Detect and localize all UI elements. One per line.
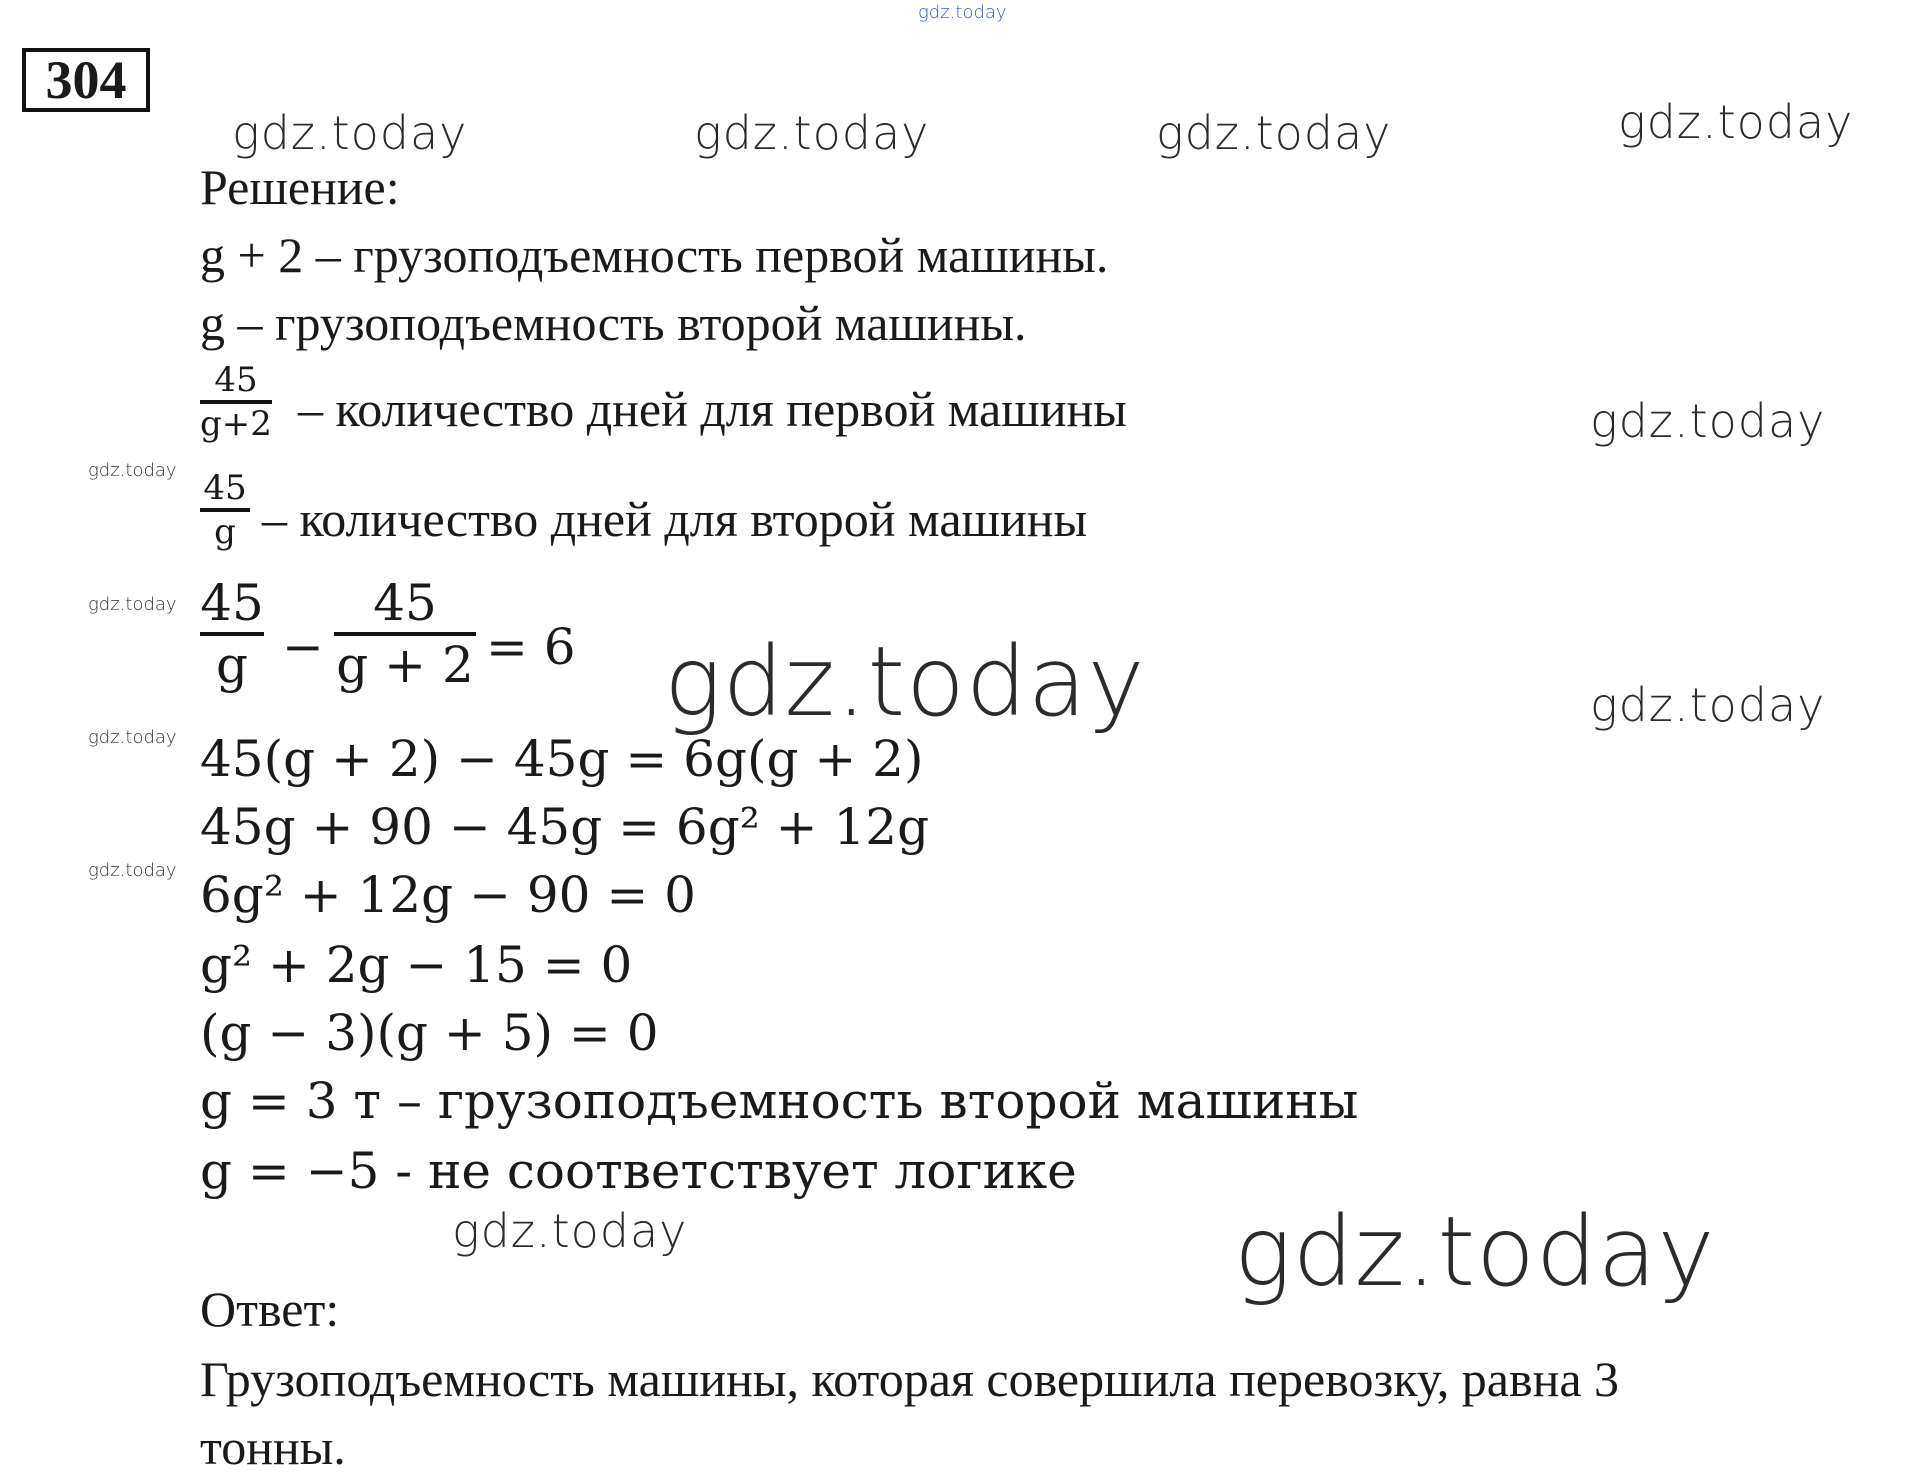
fraction-numerator: 45 [373, 574, 437, 632]
answer-line-2: тонны. [200, 1419, 346, 1475]
watermark-large: gdz.today [664, 626, 1146, 738]
fraction-days-first [200, 360, 272, 444]
fraction-numerator: 45 [200, 574, 264, 632]
watermark-top: gdz.today [918, 2, 1007, 23]
watermark: gdz.today [694, 106, 930, 160]
solution-step: g = −5 - не соответствует логике [200, 1142, 1077, 1200]
solution-step: (g − 3)(g + 5) = 0 [200, 1004, 659, 1062]
fraction-days-first-label: – количество дней для первой машины [298, 381, 1127, 437]
watermark: gdz.today [1618, 95, 1854, 149]
equation-minus: − [282, 618, 324, 676]
equation-rhs: = 6 [486, 618, 576, 676]
solution-heading: Решение: [200, 159, 400, 215]
fraction-numerator: 45 [203, 468, 247, 508]
fraction-numerator: 45 [214, 360, 258, 400]
equation-fraction-1 [200, 574, 264, 694]
solution-step: 45(g + 2) − 45g = 6g(g + 2) [200, 730, 924, 788]
solution-step: 45g + 90 − 45g = 6g² + 12g [200, 798, 930, 856]
watermark-small: gdz.today [88, 727, 177, 748]
watermark-large: gdz.today [1234, 1196, 1716, 1308]
watermark: gdz.today [1590, 394, 1826, 448]
watermark: gdz.today [452, 1204, 688, 1258]
fraction-denominator: g [214, 512, 236, 552]
watermark: gdz.today [1590, 678, 1826, 732]
answer-heading: Ответ: [200, 1281, 340, 1337]
equation-fraction-2 [334, 574, 476, 694]
definition-line-1: g + 2 – грузоподъемность первой машины. [200, 227, 1109, 283]
fraction-denominator: g+2 [200, 404, 272, 444]
solution-step: 6g² + 12g − 90 = 0 [200, 866, 696, 924]
watermark: gdz.today [1156, 106, 1392, 160]
fraction-days-second-label: – количество дней для второй машины [262, 491, 1088, 547]
solution-step: g² + 2g − 15 = 0 [200, 936, 633, 994]
watermark-small: gdz.today [88, 860, 177, 881]
watermark-small: gdz.today [88, 460, 177, 481]
fraction-days-second [200, 468, 250, 552]
watermark: gdz.today [232, 106, 468, 160]
answer-line-1: Грузоподъемность машины, которая совершила перевозку, равна 3 [200, 1351, 1620, 1407]
solution-step: g = 3 т – грузоподъемность второй машины [200, 1072, 1359, 1130]
problem-number: 304 [22, 48, 150, 112]
definition-line-2: g – грузоподъемность второй машины. [200, 295, 1027, 351]
fraction-denominator: g + 2 [336, 636, 474, 694]
watermark-small: gdz.today [88, 594, 177, 615]
fraction-denominator: g [215, 636, 248, 694]
